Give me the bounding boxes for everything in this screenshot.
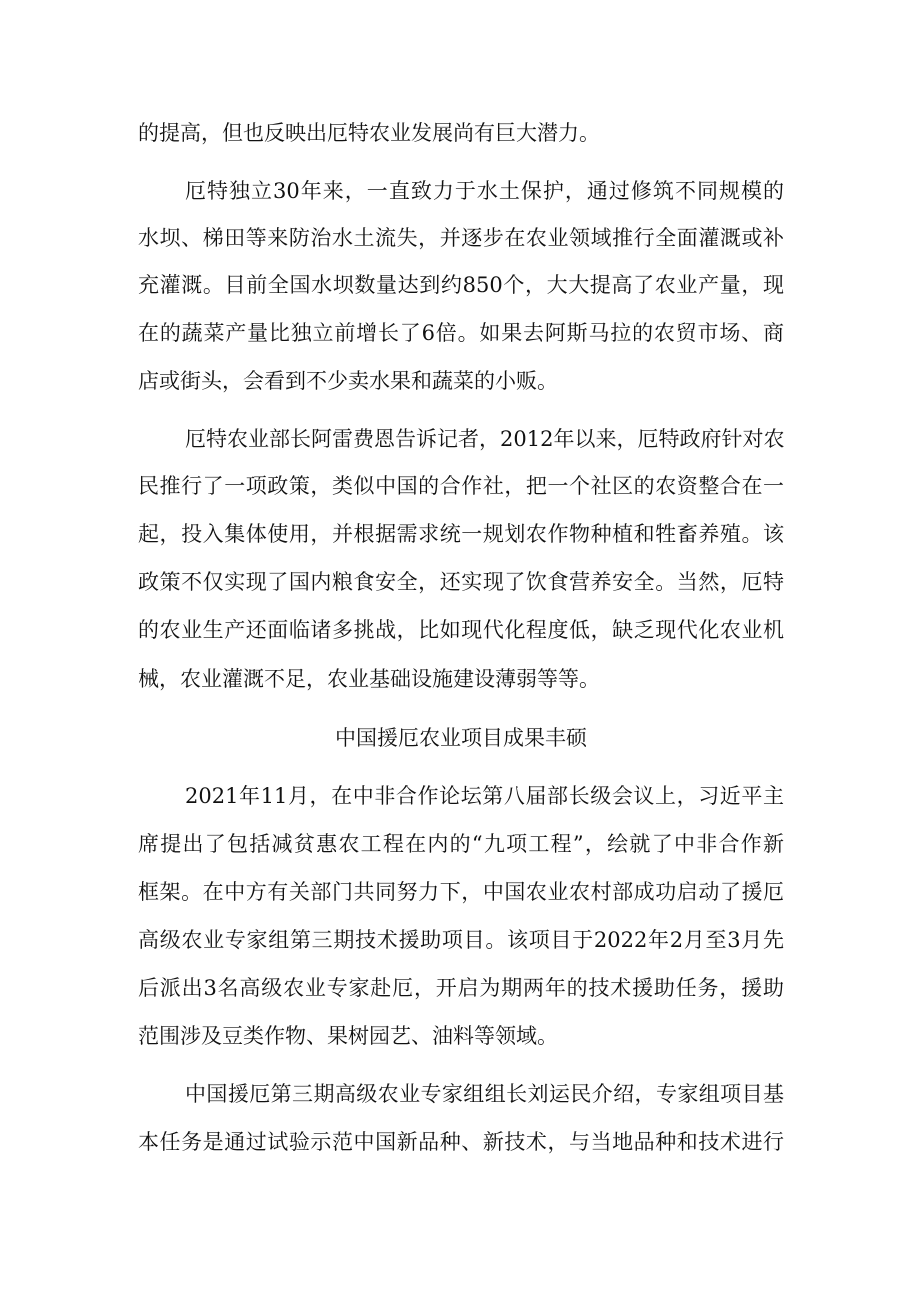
paragraph-3-line-3: 起，投入集体使用，并根据需求统一规划农作物种植和牲畜养殖。该 <box>138 522 784 546</box>
paragraph-1-line-1: 的提高，但也反映出厄特农业发展尚有巨大潜力。 <box>138 121 600 145</box>
paragraph-6-line-1: 中国援厄第三期高级农业专家组组长刘运民介绍，专家组项目基 <box>185 1082 784 1106</box>
paragraph-3-line-6: 械，农业灌溉不足，农业基础设施建设薄弱等等。 <box>138 667 600 691</box>
paragraph-5-line-6: 范围涉及豆类作物、果树园艺、油料等领域。 <box>138 1024 558 1048</box>
paragraph-2-line-2: 水坝、梯田等来防治水土流失，并逐步在农业领域推行全面灌溉或补 <box>138 226 784 250</box>
paragraph-2-line-1: 厄特独立30年来，一直致力于水土保护，通过修筑不同规模的 <box>185 179 784 203</box>
paragraph-2-line-4: 在的蔬菜产量比独立前增长了6倍。如果去阿斯马拉的农贸市场、商 <box>138 321 784 345</box>
paragraph-3-line-4: 政策不仅实现了国内粮食安全，还实现了饮食营养安全。当然，厄特 <box>138 570 784 594</box>
paragraph-6-line-2: 本任务是通过试验示范中国新品种、新技术，与当地品种和技术进行 <box>138 1130 784 1154</box>
section-heading: 中国援厄农业项目成果丰硕 <box>335 726 587 750</box>
paragraph-3-line-1: 厄特农业部长阿雷费恩告诉记者，2012年以来，厄特政府针对农 <box>185 427 784 451</box>
paragraph-5-line-2: 席提出了包括减贫惠农工程在内的“九项工程”，绘就了中非合作新 <box>138 832 784 856</box>
paragraph-5-line-1: 2021年11月，在中非合作论坛第八届部长级会议上，习近平主 <box>185 784 784 808</box>
paragraph-2-line-5: 店或街头，会看到不少卖水果和蔬菜的小贩。 <box>138 369 558 393</box>
paragraph-5-line-5: 后派出3名高级农业专家赴厄，开启为期两年的技术援助任务，援助 <box>138 976 784 1000</box>
paragraph-3-line-2: 民推行了一项政策，类似中国的合作社，把一个社区的农资整合在一 <box>138 474 784 498</box>
paragraph-5-line-4: 高级农业专家组第三期技术援助项目。该项目于2022年2月至3月先 <box>138 928 784 952</box>
paragraph-3-line-5: 的农业生产还面临诸多挑战，比如现代化程度低，缺乏现代化农业机 <box>138 618 784 642</box>
paragraph-2-line-3: 充灌溉。目前全国水坝数量达到约850个，大大提高了农业产量，现 <box>138 273 784 297</box>
paragraph-5-line-3: 框架。在中方有关部门共同努力下，中国农业农村部成功启动了援厄 <box>138 880 784 904</box>
